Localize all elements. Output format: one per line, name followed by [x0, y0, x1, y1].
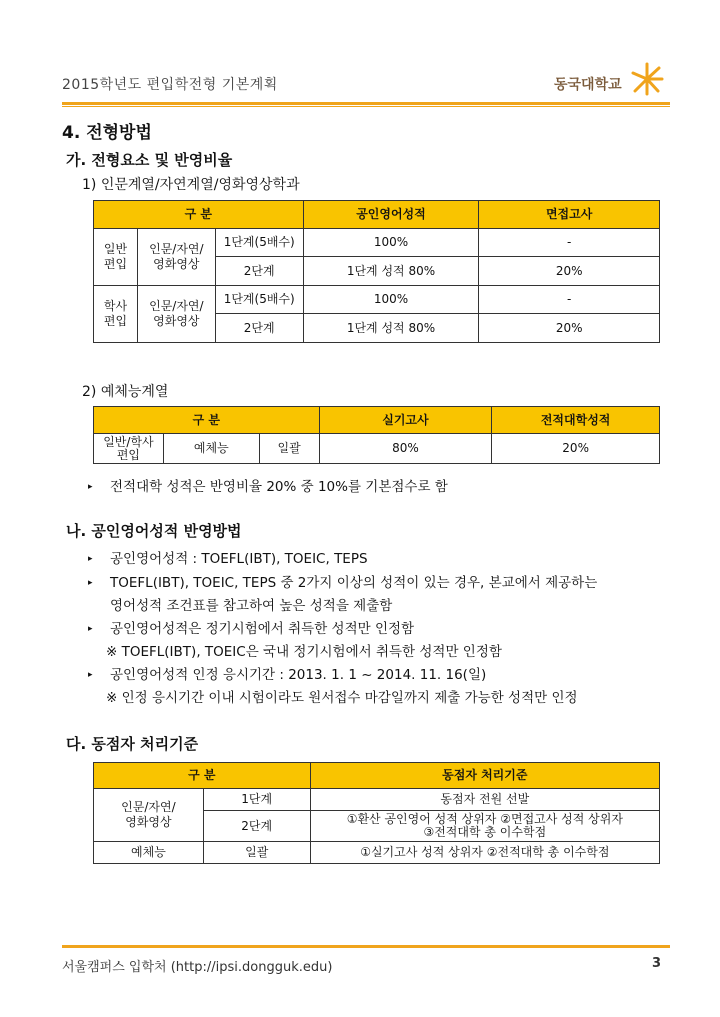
- table1-cell: 20%: [479, 257, 660, 286]
- table1-cell: -: [479, 229, 660, 257]
- list-item-note: ※ TOEFL(IBT), TOEIC은 국내 정기시험에서 취득한 성적만 인정함: [106, 644, 502, 660]
- bullet-marker: ▸: [88, 482, 93, 492]
- table3-field-arts: 예체능: [94, 842, 204, 864]
- table2-header-category: 구 분: [94, 407, 320, 434]
- table1-header-interview: 면접고사: [479, 201, 660, 229]
- list-item: [88, 571, 597, 591]
- table3-stage1: 1단계: [203, 789, 310, 811]
- table2-header-practical: 실기고사: [319, 407, 492, 434]
- table2-stage: 일괄: [259, 434, 319, 464]
- footer-text: 서울캠퍼스 입학처 (http://ipsi.dongguk.edu): [62, 960, 333, 975]
- footer-rule: [62, 945, 670, 948]
- header-rule: [62, 102, 670, 105]
- table2-field: 예체능: [163, 434, 259, 464]
- logo-text: 동국대학교: [554, 77, 622, 93]
- list-item-note: ※ 인정 응시기간 이내 시험이라도 원서접수 마감일까지 제출 가능한 성적만 인정: [106, 690, 578, 706]
- table1-field: 인문/자연/ 영화영상: [137, 286, 215, 343]
- table3-stage: 일괄: [203, 842, 310, 864]
- table1-cell: 1단계 성적 80%: [303, 257, 479, 286]
- table3-cell: ①환산 공인영어 성적 상위자 ②면접고사 성적 상위자 ③전적대학 총 이수학점: [310, 811, 659, 842]
- header-rule-thin: [62, 106, 670, 107]
- table3-cell: ①실기고사 성적 상위자 ②전적대학 총 이수학점: [310, 842, 659, 864]
- table1-general-transfer: 일반 편입: [94, 229, 138, 286]
- table1-stage2: 2단계: [215, 314, 303, 343]
- table1-stage1: 1단계(5배수): [215, 229, 303, 257]
- list-item-text: 공인영어성적 : TOEFL(IBT), TOEIC, TEPS: [110, 551, 368, 567]
- subsection-a-title: 가. 전형요소 및 반영비율: [66, 151, 233, 169]
- table2-transfer-type: 일반/학사 편입: [94, 434, 164, 464]
- table1-cell: 100%: [303, 286, 479, 314]
- table1-cell: 20%: [479, 314, 660, 343]
- list-item-text: TOEFL(IBT), TOEIC, TEPS 중 2가지 이상의 성적이 있는 경우, 본교에서 제공하는: [110, 575, 598, 591]
- table1-stage2: 2단계: [215, 257, 303, 286]
- table3-cell: 동점자 전원 선발: [310, 789, 659, 811]
- note-bullet: [88, 475, 448, 495]
- bullet-marker: ▸: [88, 578, 93, 588]
- table2-cell: 80%: [319, 434, 492, 464]
- table1-field: 인문/자연/ 영화영상: [137, 229, 215, 286]
- list-item: [88, 617, 414, 637]
- note-text: 전적대학 성적은 반영비율 20% 중 10%를 기본점수로 함: [110, 479, 448, 495]
- sunburst-logo-icon: [630, 62, 664, 96]
- table1-cell: -: [479, 286, 660, 314]
- tiebreak-table: [93, 762, 660, 864]
- table2-header-prior-grades: 전적대학성적: [492, 407, 660, 434]
- arts-ratio-table: [93, 406, 660, 464]
- table3-header-criteria: 동점자 처리기준: [310, 763, 659, 789]
- section-title: 4. 전형방법: [62, 123, 152, 143]
- university-logo: [554, 60, 664, 100]
- table2-cell: 20%: [492, 434, 660, 464]
- table1-bachelor-transfer: 학사 편입: [94, 286, 138, 343]
- selection-ratio-table: [93, 200, 660, 343]
- page-number: 3: [652, 956, 662, 971]
- bullet-marker: ▸: [88, 624, 93, 634]
- table3-field: 인문/자연/ 영화영상: [94, 789, 204, 842]
- list-item-continuation: 영어성적 조건표를 참고하여 높은 성적을 제출함: [110, 598, 393, 614]
- subsection-a-item2: 2) 예체능계열: [82, 384, 169, 400]
- subsection-b-title: 나. 공인영어성적 반영방법: [66, 522, 242, 540]
- table1-header-english: 공인영어성적: [303, 201, 479, 229]
- table3-stage2: 2단계: [203, 811, 310, 842]
- header-title: 2015학년도 편입학전형 기본계획: [62, 77, 278, 93]
- list-item-text: 공인영어성적은 정기시험에서 취득한 성적만 인정함: [110, 621, 415, 637]
- bullet-marker: ▸: [88, 554, 93, 564]
- list-item: [88, 663, 486, 683]
- list-item-text: 공인영어성적 인정 응시기간 : 2013. 1. 1 ~ 2014. 11. 16(일): [110, 667, 487, 683]
- table1-header-category: 구 분: [94, 201, 304, 229]
- bullet-marker: ▸: [88, 670, 93, 680]
- subsection-a-item1: 1) 인문계열/자연계열/영화영상학과: [82, 177, 300, 193]
- table1-stage1: 1단계(5배수): [215, 286, 303, 314]
- table1-cell: 1단계 성적 80%: [303, 314, 479, 343]
- subsection-c-title: 다. 동점자 처리기준: [66, 735, 199, 753]
- table1-cell: 100%: [303, 229, 479, 257]
- list-item: [88, 547, 368, 567]
- table3-header-category: 구 분: [94, 763, 311, 789]
